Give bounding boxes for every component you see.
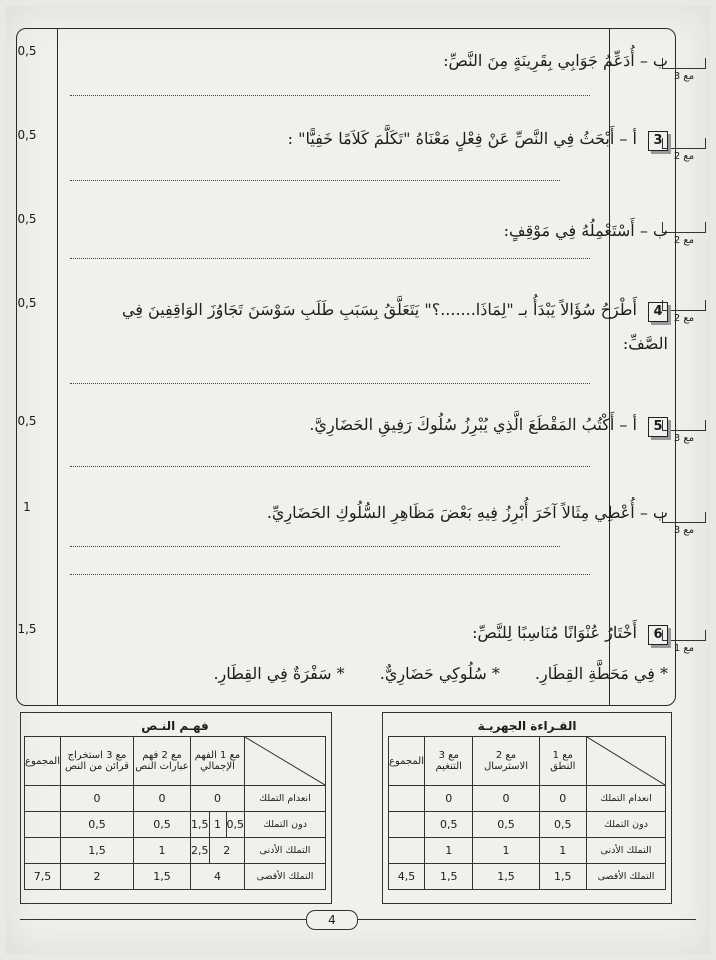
answer-line-q5a[interactable] <box>70 466 590 467</box>
question-text: أَكْتُبُ المَقْطَعَ الَّذِي يُبْرِزُ سُلُوكَ رَفِيقِ الحَضَارِيَّ. <box>309 415 615 434</box>
answer-line-q3b[interactable] <box>70 258 590 259</box>
table-row: انعدام التملك 0 0 0 <box>25 786 326 812</box>
footer-rule <box>20 919 696 920</box>
score-q2b: 0,5 <box>17 44 37 58</box>
question-text: أَسْتَعْمِلُهُ فِي مَوْقِفٍ: <box>503 221 635 240</box>
table-corner <box>587 737 666 786</box>
question-prefix: ب – <box>639 503 668 522</box>
question-5a <box>148 414 668 437</box>
table-row: التملك الأقصى 1,5 1,5 1,5 4,5 <box>389 864 666 890</box>
column-header: مع 1 الفهم الإجمالي <box>191 737 245 786</box>
score-q3a: 0,5 <box>17 128 37 142</box>
question-prefix: ب – <box>639 51 668 70</box>
title-option[interactable]: * فِي مَحَطَّةِ القِطَارِ. <box>534 664 668 683</box>
score-q4: 0,5 <box>17 296 37 310</box>
question-text: أَطْرَحُ سُؤَالاً يَبْدَأُ بـ "لِمَاذَا.......؟" يَتَعَلَّقُ بِسَبَبِ طَلَبِ سَوْسَنَ تَجَاوُزَ الوَاقِفِينَ فِي الصَّفِّ: <box>121 300 668 353</box>
table-row: التملك الأقصى 4 1,5 2 7,5 <box>25 864 326 890</box>
column-header: المجموع <box>25 737 61 786</box>
question-text: أُدَعِّمُ جَوَابِي بِقَرِينَةٍ مِنَ النَّصِّ: <box>443 51 635 70</box>
column-header: مع 3 استخراج قرائن من النص <box>61 737 134 786</box>
question-prefix: أ – <box>619 129 637 148</box>
column-header: مع 3 التنغيم <box>425 737 473 786</box>
question-number: 5 <box>648 417 668 437</box>
criterion-q3b[interactable]: مع 2 <box>662 222 706 246</box>
question-4 <box>108 293 668 361</box>
reading-table-title: القـراءة الجهريـة <box>477 719 577 733</box>
column-header: مع 1 النطق <box>539 737 586 786</box>
criterion-q4[interactable]: مع 2 <box>662 300 706 324</box>
criterion-q5b[interactable]: مع 3 <box>662 512 706 536</box>
question-6 <box>148 622 668 645</box>
column-header: مع 2 فهم عبارات النص <box>133 737 190 786</box>
title-option[interactable]: * سُلُوكِي حَضَارِيٌّ. <box>379 664 500 683</box>
question-5b <box>148 502 668 524</box>
criterion-q2b[interactable]: مع 3 <box>662 58 706 82</box>
question-text: أَخْتَارُ عُنْوَانًا مُنَاسِبًا لِلنَّصِّ: <box>472 623 637 642</box>
score-q5a: 0,5 <box>17 414 37 428</box>
answer-line-q2b[interactable] <box>70 95 590 96</box>
column-header: المجموع <box>389 737 425 786</box>
criterion-q5a[interactable]: مع 3 <box>662 420 706 444</box>
answer-line-q5b-1[interactable] <box>70 546 560 547</box>
comprehension-table <box>24 716 326 890</box>
table-corner <box>245 737 326 786</box>
table-row: انعدام التملك 0 0 0 <box>389 786 666 812</box>
question-number: 3 <box>648 131 668 151</box>
question-3a <box>148 128 668 151</box>
score-q5b: 1 <box>23 500 31 514</box>
question-text: أُعْطِي مِثَالاً آخَرَ أُبْرِزُ فِيهِ بَعْضَ مَظَاهِرِ السُّلُوكِ الحَضَارِيِّ. <box>266 503 635 522</box>
title-option[interactable]: * سَفْرَةٌ فِي القِطَارِ. <box>213 664 345 683</box>
question-3b <box>148 220 668 242</box>
question-prefix: أ – <box>619 415 637 434</box>
score-q3b: 0,5 <box>17 212 37 226</box>
answer-line-q4[interactable] <box>70 383 590 384</box>
question-number: 4 <box>648 302 668 322</box>
page-number: 4 <box>306 910 358 930</box>
table-row: التملك الأدنى 1 1 1 <box>389 838 666 864</box>
table-row: التملك الأدنى 2 2,5 1 1,5 <box>25 838 326 864</box>
reading-table <box>388 716 666 890</box>
question-2b <box>148 50 668 72</box>
table-row: دون التملك 0,5 0,5 0,5 <box>389 812 666 838</box>
answer-line-q3a[interactable] <box>70 180 560 181</box>
title-options <box>68 664 668 683</box>
score-q6: 1,5 <box>17 622 37 636</box>
question-text: أَبْحَثُ فِي النَّصِّ عَنْ فِعْلٍ مَعْنَاهُ "تَكَلَّمَ كَلاَمًا خَفِيًّا" : <box>287 129 615 148</box>
comprehension-table-title: فهـم النـص <box>141 719 209 733</box>
column-header: مع 2 الاسترسال <box>473 737 539 786</box>
question-number: 6 <box>648 625 668 645</box>
criterion-q3a[interactable]: مع 2 <box>662 138 706 162</box>
criterion-q6[interactable]: مع 1 <box>662 630 706 654</box>
question-prefix: ب – <box>639 221 668 240</box>
answer-line-q5b-2[interactable] <box>70 574 590 575</box>
table-row: دون التملك 0,5 1 1,5 0,5 0,5 <box>25 812 326 838</box>
